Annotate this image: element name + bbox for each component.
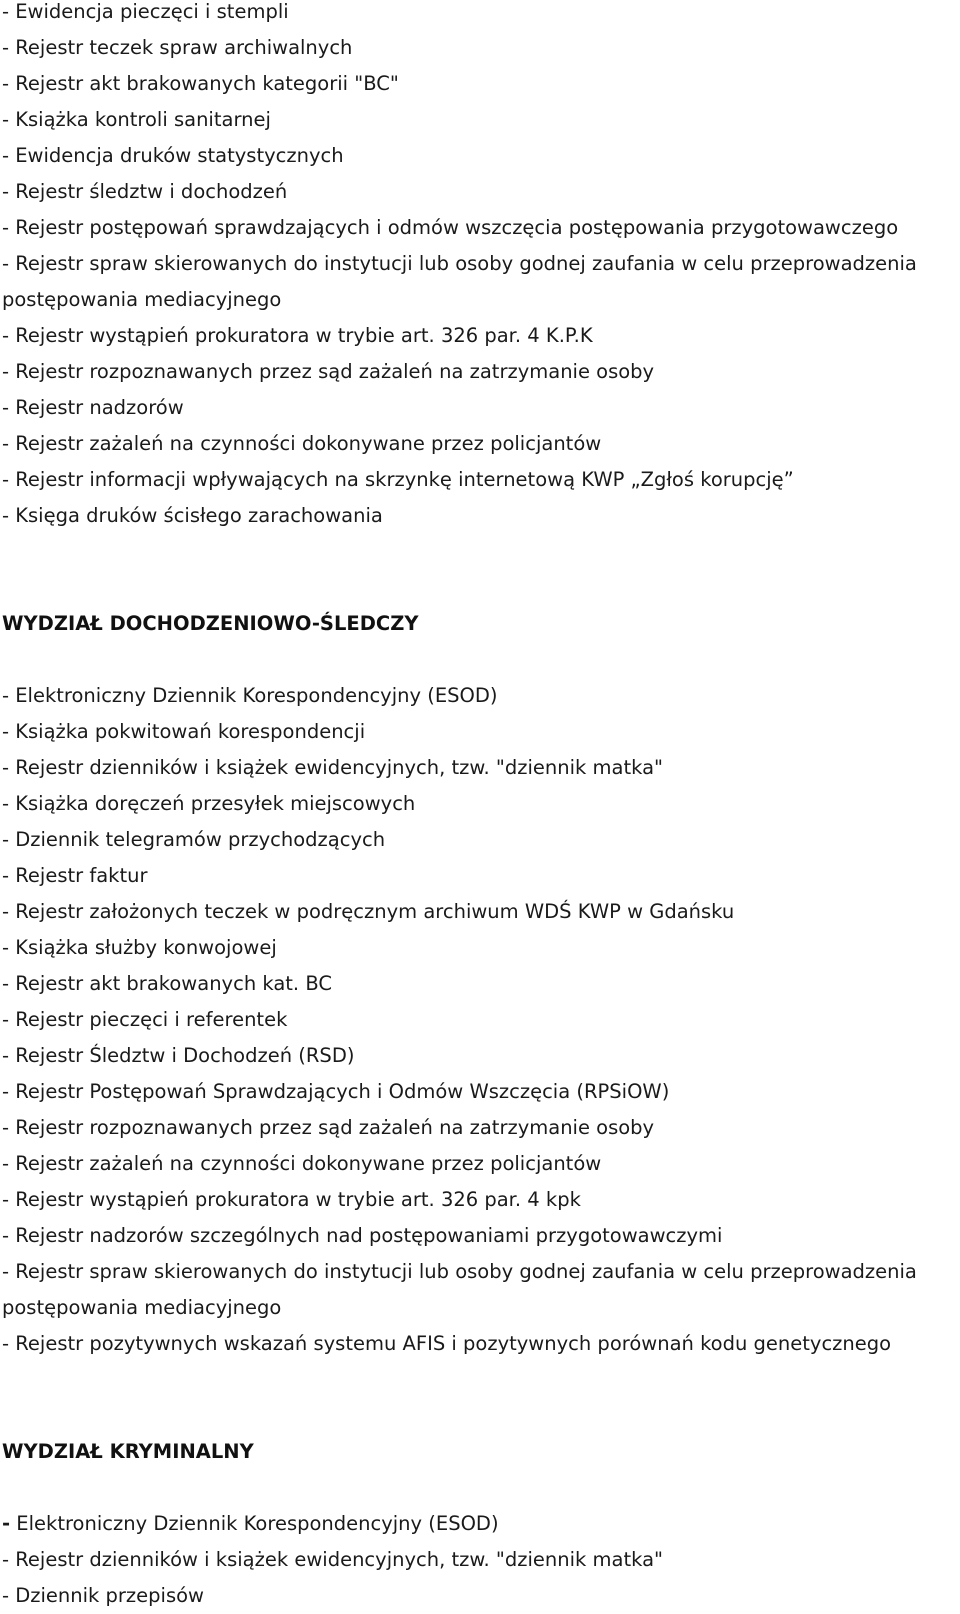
list-item: - Rejestr pieczęci i referentek: [2, 1008, 288, 1031]
list-item: - Rejestr nadzorów szczególnych nad postępowaniami przygotowawczymi: [2, 1224, 723, 1247]
section-spacer: [2, 1362, 952, 1434]
list-item: - Książka pokwitowań korespondencji: [2, 720, 366, 743]
list-item: - Elektroniczny Dziennik Korespondencyjny (ESOD): [2, 684, 498, 707]
section-wds: [2, 606, 952, 1362]
list-item: - Rejestr faktur: [2, 864, 148, 887]
list-item: - Rejestr pozytywnych wskazań systemu AFIS i pozytywnych porównań kodu genetycznego: [2, 1332, 892, 1355]
list-item: - Książka kontroli sanitarnej: [2, 108, 271, 131]
list-item: - Dziennik przepisów: [2, 1584, 204, 1607]
list-item: - Rejestr informacji wpływających na skrzynkę internetową KWP „Zgłoś korupcję”: [2, 468, 794, 491]
list-item: - Książka doręczeń przesyłek miejscowych: [2, 792, 416, 815]
list-item: - Książka służby konwojowej: [2, 936, 277, 959]
list-item: - Rejestr Śledztw i Dochodzeń (RSD): [2, 1044, 355, 1067]
list-item: - Rejestr Postępowań Sprawdzających i Odmów Wszczęcia (RPSiOW): [2, 1080, 670, 1103]
heading-spacer: [2, 642, 952, 678]
list-item: [2, 1506, 952, 1542]
section-spacer: [2, 534, 952, 606]
list-item: - Dziennik telegramów przychodzących: [2, 828, 386, 851]
list-item: - Ewidencja pieczęci i stempli: [2, 0, 289, 23]
list-item: - Rejestr spraw skierowanych do instytucji lub osoby godnej zaufania w celu przeprowadzenia postępowania mediacyjnego: [2, 1260, 924, 1319]
list-top: [2, 0, 952, 534]
section-heading: WYDZIAŁ KRYMINALNY: [2, 1440, 254, 1463]
list-item: - Rejestr dzienników i książek ewidencyjnych, tzw. "dziennik matka": [2, 756, 664, 779]
list-item-text: Elektroniczny Dziennik Korespondencyjny (ESOD): [10, 1512, 499, 1535]
list-item: - Rejestr akt brakowanych kat. BC: [2, 972, 332, 995]
list-item: - Rejestr zażaleń na czynności dokonywane przez policjantów: [2, 1152, 602, 1175]
list-item: - Rejestr wystąpień prokuratora w trybie art. 326 par. 4 kpk: [2, 1188, 581, 1211]
list-item: - Rejestr zażaleń na czynności dokonywane przez policjantów: [2, 432, 602, 455]
list-item: - Rejestr nadzorów: [2, 396, 184, 419]
heading-spacer: [2, 1470, 952, 1506]
document-page: [2, 0, 952, 1614]
section-heading: WYDZIAŁ DOCHODZENIOWO-ŚLEDCZY: [2, 612, 419, 635]
section-wk: [2, 1434, 952, 1614]
list-item: - Rejestr spraw skierowanych do instytucji lub osoby godnej zaufania w celu przeprowadzenia postępowania mediacyjnego: [2, 252, 924, 311]
list-item: - Rejestr śledztw i dochodzeń: [2, 180, 288, 203]
list-item: - Rejestr rozpoznawanych przez sąd zażaleń na zatrzymanie osoby: [2, 1116, 655, 1139]
list-item: - Rejestr założonych teczek w podręcznym archiwum WDŚ KWP w Gdańsku: [2, 900, 735, 923]
list-item: - Rejestr dzienników i książek ewidencyjnych, tzw. "dziennik matka": [2, 1548, 664, 1571]
list-item: - Ewidencja druków statystycznych: [2, 144, 344, 167]
list-item: - Rejestr postępowań sprawdzających i odmów wszczęcia postępowania przygotowawczego: [2, 216, 899, 239]
list-item: - Rejestr teczek spraw archiwalnych: [2, 36, 353, 59]
list-item: - Księga druków ścisłego zarachowania: [2, 504, 383, 527]
list-item: - Rejestr akt brakowanych kategorii "BC": [2, 72, 399, 95]
list-item: - Rejestr rozpoznawanych przez sąd zażaleń na zatrzymanie osoby: [2, 360, 655, 383]
list-item: - Rejestr wystąpień prokuratora w trybie art. 326 par. 4 K.P.K: [2, 324, 593, 347]
bold-dash: -: [2, 1512, 11, 1535]
